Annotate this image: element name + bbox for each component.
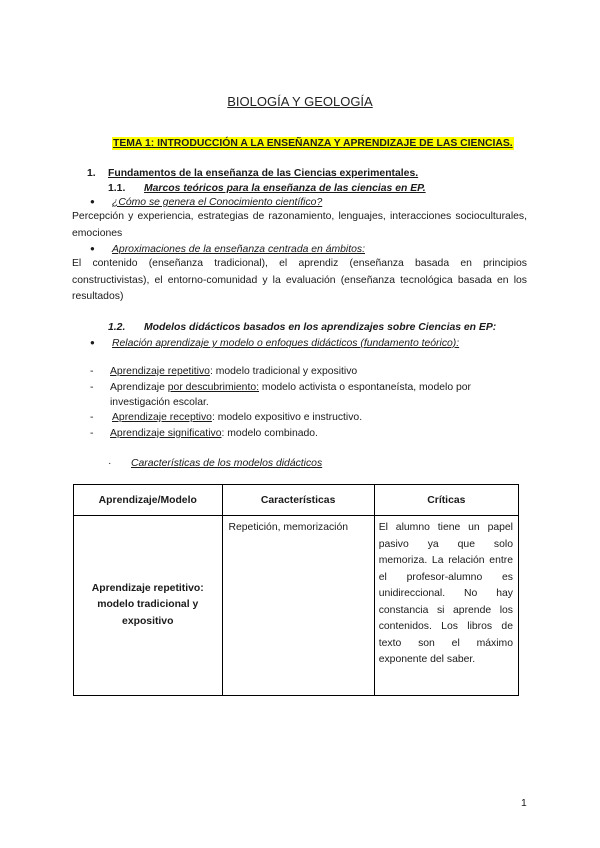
table-cell-characteristics: Repetición, memorización xyxy=(222,516,374,696)
table-row xyxy=(74,516,519,696)
section-1-1-title: Marcos teóricos para la enseñanza de las ciencias en EP. xyxy=(144,183,426,194)
list-item: Aprendizaje por descubrimiento: modelo activista o espontaneísta, modelo por xyxy=(110,382,472,393)
list-item: Aprendizaje receptivo: modelo expositivo e instructivo. xyxy=(112,412,363,423)
table-cell-model: Aprendizaje repetitivo: modelo tradicional y expositivo xyxy=(74,516,223,696)
bullet-icon: ● xyxy=(90,244,95,253)
bullet-1-text: Percepción y experiencia, estrategias de razonamiento, lenguajes, interacciones socioculturales, emociones xyxy=(72,211,527,239)
table-header-characteristics: Características xyxy=(222,485,374,516)
subsection-label: Características de los modelos didácticos xyxy=(131,458,323,469)
list-dash: - xyxy=(90,366,94,377)
list-dash: - xyxy=(90,428,94,439)
list-item: Aprendizaje repetitivo: modelo tradicional y expositivo xyxy=(110,366,358,377)
table-header-model: Aprendizaje/Modelo xyxy=(74,485,223,516)
section-1-2-number: 1.2. xyxy=(108,322,126,333)
bullet-2-text: El contenido (enseñanza tradicional), el aprendiz (enseñanza basada en principios constructivistas), el entorno-comunidad y la evaluación (enseñanza tecnológica basada en los resultados) xyxy=(72,258,527,302)
list-item-continuation: investigación escolar. xyxy=(110,397,209,408)
section-1-number: 1. xyxy=(87,168,96,179)
page-number: 1 xyxy=(521,798,527,809)
table-header-row xyxy=(74,485,519,516)
section-1-2-title: Modelos didácticos basados en los aprendizajes sobre Ciencias en EP: xyxy=(144,322,497,333)
section-1-title: Fundamentos de la enseñanza de las Ciencias experimentales. xyxy=(108,168,419,179)
bullet-icon: ● xyxy=(90,197,95,206)
bullet-icon: ● xyxy=(90,338,95,347)
list-item: Aprendizaje significativo: modelo combinado. xyxy=(110,428,318,439)
sub-marker: · xyxy=(108,458,112,469)
topic-heading: TEMA 1: INTRODUCCIÓN A LA ENSEÑANZA Y APRENDIZAJE DE LAS CIENCIAS. xyxy=(113,138,513,149)
list-dash: - xyxy=(90,382,94,393)
bullet-1-label: ¿Cómo se genera el Conocimiento científico? xyxy=(112,197,323,208)
table-cell-criticism: El alumno tiene un papel pasivo ya que solo memoriza. La relación entre el profesor-alumno es unidireccional. No hay constancia si aprende los contenidos. Los libros de texto son el máximo exponente del saber. xyxy=(374,516,518,696)
table-header-criticism: Críticas xyxy=(374,485,518,516)
bullet-3-label: Relación aprendizaje y modelo o enfoques didácticos (fundamento teórico): xyxy=(112,338,460,349)
bullet-2-label: Aproximaciones de la enseñanza centrada en ámbitos: xyxy=(112,244,365,255)
section-1-1-number: 1.1. xyxy=(108,183,126,194)
document-title: BIOLOGÍA Y GEOLOGÍA xyxy=(227,94,373,109)
models-table xyxy=(73,484,519,696)
list-dash: - xyxy=(90,412,94,423)
